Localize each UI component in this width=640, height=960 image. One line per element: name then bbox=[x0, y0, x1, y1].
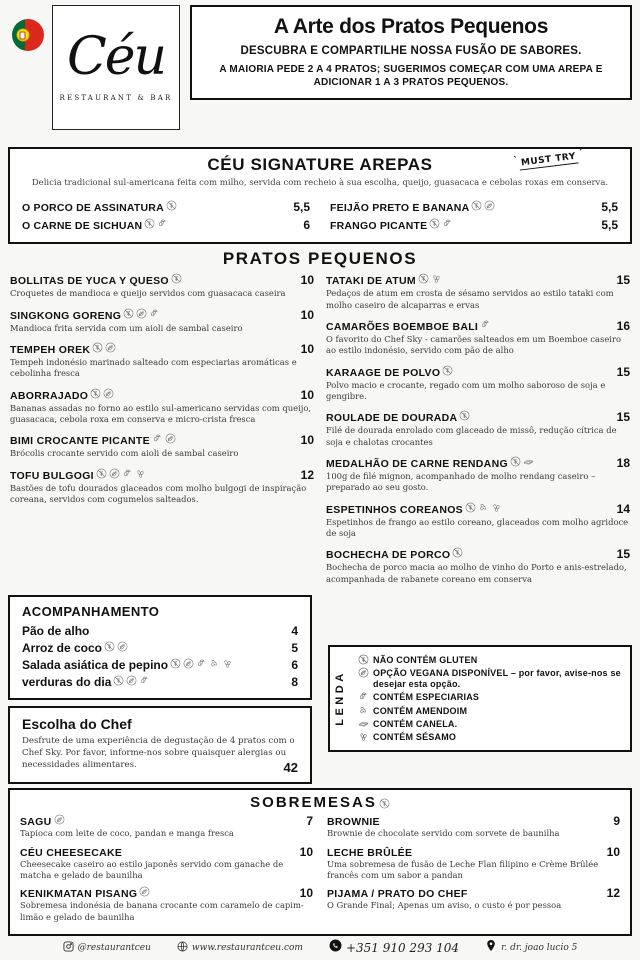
item-price: 12 bbox=[300, 467, 314, 482]
desserts-section bbox=[8, 788, 632, 936]
item-name: MEDALHÃO DE CARNE RENDANG bbox=[326, 458, 508, 471]
item-name: CAMARÕES BOEMBOE BALI bbox=[326, 321, 479, 333]
arepas-list bbox=[22, 198, 618, 234]
dessert-price: 10 bbox=[299, 886, 313, 901]
side-item bbox=[22, 622, 298, 639]
chef-choice-price: 42 bbox=[283, 760, 298, 776]
gluten-free-icon bbox=[358, 654, 369, 665]
phone-number: +351 910 293 104 bbox=[345, 940, 460, 955]
small-plates-title: PRATOS PEQUENOS bbox=[222, 249, 418, 269]
phone-contact[interactable] bbox=[329, 939, 459, 957]
gluten-free-icon bbox=[418, 273, 429, 284]
website-contact[interactable] bbox=[177, 939, 303, 957]
small-plate-item bbox=[10, 308, 314, 334]
dessert-item bbox=[20, 845, 313, 882]
address-contact[interactable] bbox=[485, 939, 577, 957]
small-plates-columns bbox=[0, 273, 640, 593]
arepa-price: 6 bbox=[303, 218, 310, 233]
item-price: 10 bbox=[300, 387, 314, 402]
vegan-icon bbox=[126, 675, 137, 686]
legend-row bbox=[358, 731, 622, 744]
gluten-free-icon bbox=[452, 547, 463, 558]
chef-choice-section bbox=[8, 706, 312, 784]
legend-row-text: CONTÉM SÉSAMO bbox=[373, 732, 457, 743]
dessert-price: 10 bbox=[606, 844, 620, 859]
vegan-icon bbox=[105, 342, 116, 353]
spicy-icon bbox=[149, 308, 160, 319]
sesame-icon bbox=[135, 468, 146, 479]
side-name: verduras do dia bbox=[22, 674, 112, 689]
item-header bbox=[326, 456, 630, 470]
spicy-icon bbox=[122, 468, 133, 479]
item-name: ESPETINHOS COREANOS bbox=[326, 503, 463, 516]
item-header bbox=[10, 388, 314, 402]
item-price: 15 bbox=[616, 410, 630, 425]
dessert-name: CÉU CHEESECAKE bbox=[20, 846, 123, 859]
legend-row bbox=[358, 666, 622, 691]
arepa-name: FEIJÃO PRETO E BANANA bbox=[330, 202, 470, 215]
vegan-icon bbox=[139, 886, 150, 897]
small-plates-right-column bbox=[326, 273, 630, 593]
side-item bbox=[22, 656, 298, 673]
desserts-right-column bbox=[327, 814, 620, 928]
footer bbox=[0, 936, 640, 960]
header bbox=[0, 0, 640, 145]
logo bbox=[52, 5, 180, 130]
item-name: ROULADE DE DOURADA bbox=[326, 412, 458, 425]
legend-row-text: CONTÉM AMENDOIM bbox=[373, 705, 468, 716]
gluten-free-icon bbox=[144, 218, 155, 229]
dessert-price: 10 bbox=[299, 844, 313, 859]
location-pin-icon bbox=[485, 939, 497, 957]
side-name: Salada asiática de pepino bbox=[22, 657, 169, 672]
dessert-header bbox=[327, 814, 620, 828]
small-plate-item bbox=[10, 388, 314, 426]
item-price: 10 bbox=[300, 342, 314, 356]
dessert-name: LECHE BRÛLÉE bbox=[327, 846, 413, 859]
cinnamon-icon bbox=[358, 718, 369, 729]
intro-panel bbox=[190, 5, 632, 100]
legend-row-text: OPÇÃO VEGANA DISPONÍVEL – por favor, avise-nos se desejar esta opção. bbox=[373, 667, 621, 690]
dessert-description: Tapioca com leite de coco, pandan e manga fresca bbox=[20, 828, 234, 839]
vegan-icon bbox=[103, 388, 114, 399]
intro-line-1: DESCUBRA E COMPARTILHE NOSSA FUSÃO DE SABORES. bbox=[240, 45, 582, 57]
side-item bbox=[22, 639, 298, 656]
item-header bbox=[10, 468, 314, 482]
gluten-free-icon bbox=[92, 342, 103, 353]
arepas-title: CÉU SIGNATURE AREPAS bbox=[207, 155, 433, 174]
legend-label: LENDA bbox=[334, 670, 346, 727]
item-description: Polvo macio e crocante, regado com um molho saboroso de soja e gengibre. bbox=[326, 379, 606, 402]
legend-row-text: CONTÉM ESPECIARIAS bbox=[373, 692, 480, 703]
arepa-price: 5,5 bbox=[601, 218, 618, 233]
item-name: KARAAGE DE POLVO bbox=[326, 366, 441, 379]
dessert-header bbox=[327, 845, 620, 859]
item-description: Brócolis crocante servido com aioli de sambal caseiro bbox=[10, 448, 239, 459]
arepa-item bbox=[22, 216, 310, 234]
dessert-name: SAGU bbox=[20, 816, 52, 829]
spicy-icon bbox=[358, 691, 369, 702]
sides-section bbox=[8, 595, 312, 700]
flag-container bbox=[6, 5, 50, 51]
gluten-free-icon bbox=[170, 658, 181, 669]
vegan-icon bbox=[183, 658, 194, 669]
item-header bbox=[326, 547, 630, 561]
small-plate-item bbox=[10, 273, 314, 299]
item-name: BOLLITAS DE YUCA Y QUESO bbox=[10, 275, 169, 288]
dessert-name: KENIKMATAN PISANG bbox=[20, 888, 138, 901]
side-name: Arroz de coco bbox=[22, 640, 103, 655]
item-header bbox=[10, 308, 314, 322]
gluten-free-icon bbox=[90, 388, 101, 399]
side-price: 6 bbox=[291, 657, 298, 672]
dessert-item bbox=[327, 886, 620, 911]
dessert-item bbox=[20, 814, 313, 839]
side-price: 5 bbox=[291, 640, 298, 655]
arepa-item bbox=[330, 216, 618, 234]
vegan-icon bbox=[54, 814, 65, 825]
instagram-handle: @restaurantceu bbox=[77, 942, 151, 953]
dessert-description: Cheesecake caseiro ao estilo japonês servido com ganache de matcha e gelado de baunilha bbox=[20, 858, 284, 880]
arepas-description: Delicia tradicional sul-americana feita com milho, servida com recheio à sua escolha, queijo, guasacaca e cebolas roxas em conserva. bbox=[31, 178, 609, 188]
side-name: Pão de alho bbox=[22, 623, 90, 638]
signature-arepas-section bbox=[8, 147, 632, 244]
item-name: ABORRAJADO bbox=[10, 389, 89, 402]
spicy-icon bbox=[480, 319, 491, 330]
address-text: r. dr. joao lucio 5 bbox=[501, 942, 578, 953]
item-header bbox=[326, 410, 630, 424]
desserts-left-column bbox=[20, 814, 313, 928]
peanut-icon bbox=[358, 705, 369, 716]
legend-section bbox=[328, 645, 632, 752]
item-header bbox=[326, 319, 630, 333]
item-description: Tempeh indonésio marinado salteado com especiarias aromáticas e cebolinha fresca bbox=[10, 357, 297, 379]
item-header bbox=[10, 273, 314, 287]
small-plate-item bbox=[10, 468, 314, 506]
item-description: 100g de filé mignon, acompanhado de molho rendang caseiro – preparado ao seu gosto. bbox=[326, 471, 596, 493]
page-title: A Arte dos Pratos Pequenos bbox=[273, 15, 549, 38]
globe-icon bbox=[177, 939, 188, 957]
small-plate-item bbox=[326, 547, 630, 585]
portugal-flag-icon bbox=[12, 19, 44, 51]
dessert-price: 7 bbox=[306, 814, 313, 829]
legend-row bbox=[358, 704, 622, 717]
dessert-name: BROWNIE bbox=[327, 816, 380, 829]
side-price: 8 bbox=[291, 674, 298, 689]
gluten-free-icon bbox=[96, 468, 107, 479]
item-price: 10 bbox=[300, 307, 314, 322]
spicy-icon bbox=[139, 675, 150, 686]
desserts-title-text: SOBREMESAS bbox=[250, 794, 377, 812]
item-description: Bochecha de porco macia ao molho de vinho do Porto e anis-estrelado, acompanhada de rabanete coreano em conserva bbox=[326, 562, 627, 584]
arepa-name: O PORCO DE ASSINATURA bbox=[22, 202, 164, 215]
item-description: Bananas assadas no forno ao estilo sul-americano servidas com queijo, guasacaca, cebola roxa em conserva e micro-crista fresca bbox=[10, 402, 312, 425]
item-description: Filé de dourada enrolado com glaceado de missô, redução cítrica de soja e chalotas crocantes bbox=[326, 425, 617, 447]
dessert-header bbox=[20, 845, 313, 859]
sesame-icon bbox=[358, 731, 369, 742]
spicy-icon bbox=[157, 218, 168, 229]
vegan-icon bbox=[165, 433, 176, 444]
item-description: Bastões de tofu dourados glaceados com molho bulgogi de inspiração coreana, servidos com cogumelos salteados. bbox=[10, 482, 307, 505]
vegan-icon bbox=[136, 308, 147, 319]
legend-row-text: CONTÉM CANELA. bbox=[373, 718, 458, 729]
intro-line-2: A MAIORIA PEDE 2 A 4 PRATOS; SUGERIMOS COMEÇAR COM UMA AREPA E ADICIONAR 1 A 3 PRATOS PEQUENOS. bbox=[219, 63, 603, 88]
instagram-contact[interactable] bbox=[63, 939, 151, 957]
item-description: O favorito do Chef Sky - camarões salteados em um Boemboe caseiro ao estilo indonésio, servido com pão de alho bbox=[326, 334, 621, 356]
dessert-price: 9 bbox=[613, 814, 620, 829]
dessert-header bbox=[327, 886, 620, 900]
side-item bbox=[22, 673, 298, 690]
spicy-icon bbox=[196, 658, 207, 669]
item-name: BIMI CROCANTE PICANTE bbox=[10, 435, 150, 448]
sides-list bbox=[22, 622, 298, 690]
legend-list bbox=[354, 653, 622, 744]
dessert-description: O Grande Final; Apenas um aviso, o custo é por pessoa bbox=[327, 900, 562, 911]
instagram-icon bbox=[63, 939, 74, 957]
sides-title: ACOMPANHAMENTO bbox=[22, 604, 160, 620]
arepa-item bbox=[22, 198, 310, 216]
item-price: 10 bbox=[300, 273, 314, 288]
small-plate-item bbox=[326, 365, 630, 403]
item-description: Croquetes de mandioca e queijo servidos com guasacaca caseira bbox=[10, 288, 286, 299]
item-description: Mandioca frita servida com um aioli de sambal caseiro bbox=[10, 322, 243, 333]
dessert-item bbox=[327, 814, 620, 839]
item-header bbox=[326, 365, 630, 379]
small-plates-left-column bbox=[10, 273, 314, 593]
small-plate-item bbox=[326, 410, 630, 448]
item-header bbox=[326, 273, 630, 287]
arepa-price: 5,5 bbox=[293, 200, 310, 215]
item-header bbox=[10, 433, 314, 447]
dessert-description: Brownie de chocolate servido com sorvete de baunilha bbox=[327, 828, 560, 839]
item-name: TATAKI DE ATUM bbox=[326, 275, 416, 288]
item-price: 15 bbox=[616, 273, 630, 288]
peanut-icon bbox=[209, 658, 220, 669]
gluten-free-icon bbox=[442, 365, 453, 376]
spicy-icon bbox=[442, 218, 453, 229]
item-description: Espetinhos de frango ao estilo coreano, glaceados com molho agridoce de soja bbox=[326, 516, 629, 539]
item-name: TEMPEH OREK bbox=[10, 344, 91, 356]
legend-row bbox=[358, 717, 622, 730]
dessert-header bbox=[20, 886, 313, 900]
desserts-title bbox=[20, 794, 620, 811]
spicy-icon bbox=[152, 433, 163, 444]
gluten-free-icon bbox=[379, 798, 390, 809]
item-header bbox=[10, 342, 314, 356]
gluten-free-icon bbox=[465, 502, 476, 513]
small-plate-item bbox=[10, 433, 314, 459]
item-name: TOFU BULGOGI bbox=[10, 469, 94, 482]
item-price: 14 bbox=[616, 501, 630, 516]
sesame-icon bbox=[491, 502, 502, 513]
item-price: 15 bbox=[616, 364, 630, 379]
vegan-icon bbox=[358, 667, 369, 678]
cinnamon-icon bbox=[523, 456, 534, 467]
item-name: BOCHECHA DE PORCO bbox=[326, 549, 451, 562]
dessert-price: 12 bbox=[606, 886, 620, 901]
gluten-free-icon bbox=[171, 273, 182, 284]
legend-row bbox=[358, 691, 622, 704]
small-plate-item bbox=[326, 456, 630, 494]
chef-choice-title: Escolha do Chef bbox=[22, 716, 132, 733]
small-plate-item bbox=[326, 319, 630, 357]
item-description: Pedaços de atum em crosta de sésamo servidos ao estilo tataki com molho caseiro de alcaparras e ervas bbox=[326, 288, 614, 310]
item-price: 16 bbox=[616, 319, 630, 333]
small-plate-item bbox=[326, 502, 630, 540]
legend-row-text: NÃO CONTÉM GLUTEN bbox=[373, 654, 478, 665]
gluten-free-icon bbox=[510, 456, 521, 467]
dessert-item bbox=[20, 886, 313, 923]
item-price: 18 bbox=[616, 456, 630, 471]
sesame-icon bbox=[222, 658, 233, 669]
item-price: 15 bbox=[616, 547, 630, 562]
gluten-free-icon bbox=[429, 218, 440, 229]
arepa-price: 5,5 bbox=[601, 200, 618, 215]
arepa-name: O CARNE DE SICHUAN bbox=[22, 220, 143, 233]
must-try-badge: ` MUST TRY ´ bbox=[518, 151, 578, 170]
vegan-icon bbox=[484, 200, 495, 211]
gluten-free-icon bbox=[459, 410, 470, 421]
peanut-icon bbox=[478, 502, 489, 513]
gluten-free-icon bbox=[113, 675, 124, 686]
item-name: SINGKONG GORENG bbox=[10, 309, 122, 322]
arepa-name: FRANGO PICANTE bbox=[330, 220, 428, 233]
arepa-item bbox=[330, 198, 618, 216]
logo-subtitle: RESTAURANT & BAR bbox=[59, 94, 173, 103]
website-url: www.restaurantceu.com bbox=[191, 942, 303, 953]
small-plate-item bbox=[10, 342, 314, 380]
sesame-icon bbox=[431, 273, 442, 284]
gluten-free-icon bbox=[471, 200, 482, 211]
dessert-name: PIJAMA / PRATO DO CHEF bbox=[327, 888, 468, 901]
dessert-item bbox=[327, 845, 620, 882]
vegan-icon bbox=[109, 468, 120, 479]
dessert-description: Sobremesa indonésia de banana crocante com caramelo de capim-limão e gelado de baunilha bbox=[20, 900, 304, 922]
gluten-free-icon bbox=[123, 308, 134, 319]
chef-choice-description: Desfrute de uma experiência de degustação de 4 pratos com o Chef Sky. Por favor, informe-nos sobre quaisquer alergias ou necessidades alimentares. bbox=[22, 736, 295, 771]
whatsapp-icon bbox=[329, 939, 342, 957]
vegan-icon bbox=[117, 641, 128, 652]
side-price: 4 bbox=[291, 623, 298, 638]
gluten-free-icon bbox=[166, 200, 177, 211]
dessert-description: Uma sobremesa de fusão de Leche Flan filipino e Crème Brûlée francês com um sabor a pandan bbox=[327, 858, 599, 880]
item-header bbox=[326, 502, 630, 516]
logo-wordmark: Céu bbox=[66, 26, 166, 87]
item-price: 10 bbox=[300, 433, 314, 448]
gluten-free-icon bbox=[104, 641, 115, 652]
legend-row bbox=[358, 653, 622, 666]
dessert-header bbox=[20, 814, 313, 828]
small-plate-item bbox=[326, 273, 630, 311]
